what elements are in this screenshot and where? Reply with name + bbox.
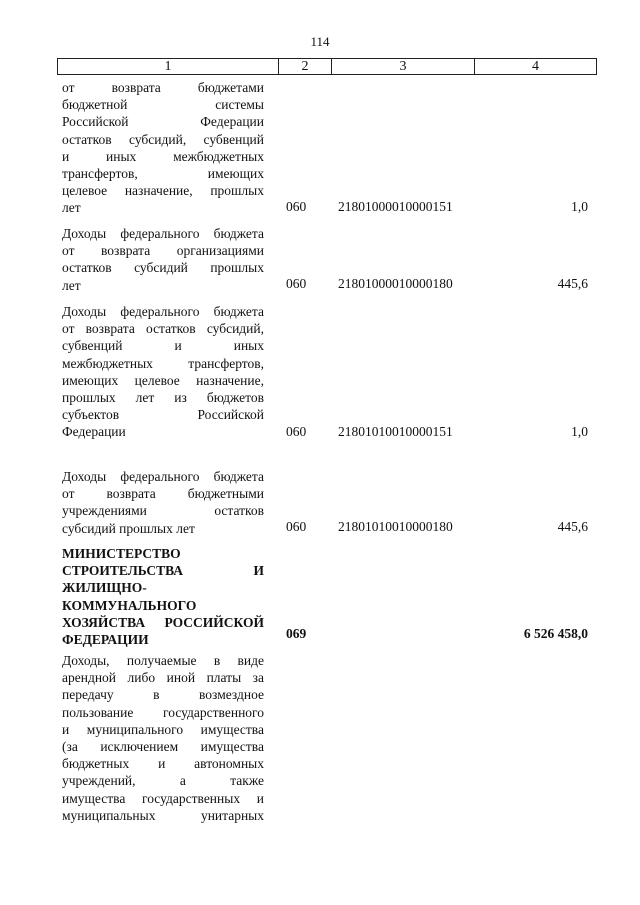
description-line: СТРОИТЕЛЬСТВА И — [62, 563, 264, 579]
row-kbk: 21801010010000151 — [338, 424, 453, 439]
description-line: учреждений, а также — [62, 773, 264, 789]
description-line: имеющих целевое назначение, — [62, 372, 264, 388]
description-line: Доходы федерального бюджета — [62, 469, 264, 484]
row-code: 060 — [286, 424, 307, 439]
description-line: целевое назначение, прошлых — [62, 183, 264, 199]
description-line: арендной либо иной платы за — [62, 670, 264, 686]
description-line: Российской Федерации — [62, 114, 264, 130]
description-line: (за исключением имущества — [62, 739, 264, 755]
row-description — [62, 652, 264, 824]
description-line: Доходы федерального бюджета — [62, 304, 264, 319]
header-col-1: 1 — [58, 59, 279, 74]
description-line: остатков субсидий прошлых — [62, 260, 264, 276]
description-line: от возврата организациями — [62, 243, 264, 259]
description-line: от возврата остатков субсидий, — [62, 321, 264, 337]
row-description — [62, 468, 264, 537]
row-amount: 445,6 — [557, 276, 588, 291]
description-line: бюджетной системы — [62, 97, 264, 113]
description-line: имущества государственных и — [62, 790, 264, 806]
row-code: 060 — [286, 199, 307, 214]
row-code: 060 — [286, 519, 307, 534]
description-line: и муниципального имущества — [62, 721, 264, 737]
description-line: и иных межбюджетных — [62, 148, 264, 164]
row-code: 069 — [286, 626, 307, 641]
row-description — [62, 225, 264, 294]
row-amount: 1,0 — [571, 199, 588, 214]
description-line: субвенций и иных — [62, 338, 264, 354]
ministry-name — [62, 545, 264, 648]
table-header-row — [57, 58, 597, 75]
description-line: от возврата бюджетными — [62, 486, 264, 502]
description-line: ЖИЛИЩНО- — [62, 580, 147, 596]
description-line: муниципальных унитарных — [62, 807, 264, 823]
row-kbk: 21801000010000151 — [338, 199, 453, 214]
header-col-4: 4 — [532, 59, 539, 74]
description-line: Доходы федерального бюджета — [62, 226, 264, 241]
description-line: передачу в возмездное — [62, 687, 264, 703]
row-description — [62, 79, 264, 217]
header-col-2: 2 — [279, 59, 332, 74]
description-line: прошлых лет из бюджетов — [62, 390, 264, 406]
description-line: лет — [62, 200, 81, 216]
description-line: учреждениями остатков — [62, 503, 264, 519]
description-line: ФЕДЕРАЦИИ — [62, 632, 149, 648]
description-line: остатков субсидий, субвенций — [62, 131, 264, 147]
row-description — [62, 303, 264, 441]
page-number: 114 — [310, 34, 330, 49]
description-line: бюджетных и автономных — [62, 756, 264, 772]
description-line: Федерации — [62, 424, 126, 440]
description-line: КОММУНАЛЬНОГО — [62, 597, 197, 613]
description-line: трансфертов, имеющих — [62, 166, 264, 182]
row-kbk: 21801010010000180 — [338, 519, 453, 534]
description-line: лет — [62, 277, 81, 293]
description-line: субъектов Российской — [62, 407, 264, 423]
description-line: пользование государственного — [62, 704, 264, 720]
description-line: Доходы, получаемые в виде — [62, 653, 264, 668]
description-line: субсидий прошлых лет — [62, 520, 195, 536]
description-line: межбюджетных трансфертов, — [62, 355, 264, 371]
row-kbk: 21801000010000180 — [338, 276, 453, 291]
description-line: ХОЗЯЙСТВА РОССИЙСКОЙ — [62, 614, 264, 630]
description-line: от возврата бюджетами — [62, 80, 264, 95]
row-code: 060 — [286, 276, 307, 291]
row-amount: 1,0 — [571, 424, 588, 439]
row-amount: 6 526 458,0 — [523, 626, 588, 641]
description-line: МИНИСТЕРСТВО — [62, 546, 181, 561]
header-col-3: 3 — [332, 59, 475, 74]
row-amount: 445,6 — [557, 519, 588, 534]
